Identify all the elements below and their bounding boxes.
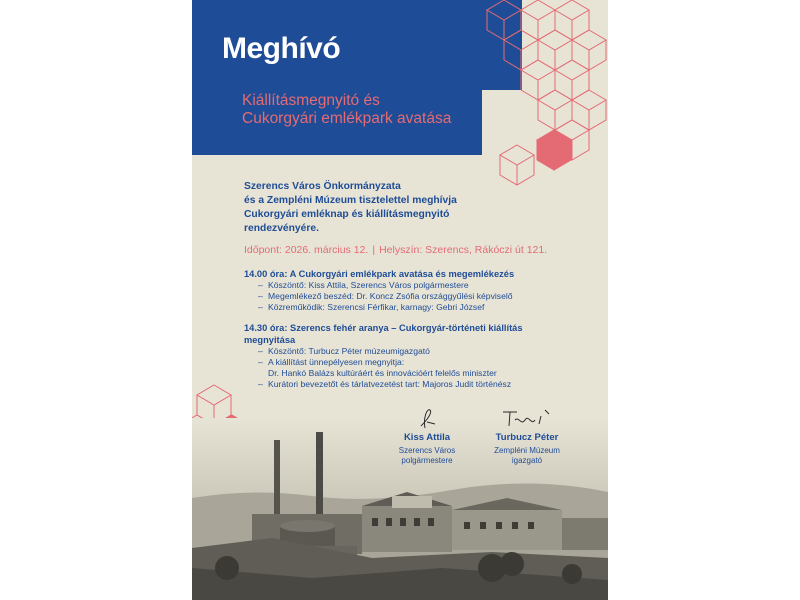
program-item: – Közreműködik: Szerencsi Férfikar, karnagy: Gebri József bbox=[258, 302, 599, 313]
program-item: Dr. Hankó Balázs kultúráért és innovációért felelős miniszter bbox=[268, 368, 497, 379]
program-item: – Megemlékező beszéd: Dr. Koncz Zsófia országgyűlési képviselő bbox=[258, 291, 599, 302]
invitation-title: Meghívó bbox=[222, 32, 341, 65]
event-place: Helyszín: Szerencs, Rákóczi út 121. bbox=[379, 244, 548, 256]
signer-role-line2: igazgató bbox=[511, 456, 543, 465]
info-separator: | bbox=[372, 244, 376, 256]
subtitle-line2: Cukorgyári emlékpark avatása bbox=[242, 110, 452, 127]
invitation-body bbox=[244, 180, 599, 390]
program-item: – A kiállítást ünnepélyesen megnyitja: bbox=[258, 357, 599, 368]
signer-name: Kiss Attila bbox=[403, 432, 451, 443]
program-heading-text: 14.30 óra: Szerencs fehér aranya – Cukorgyár-történeti kiállítás bbox=[244, 322, 523, 333]
program-heading-1 bbox=[244, 268, 599, 280]
program-list-2 bbox=[244, 346, 599, 391]
intro-line2: és a Zempléni Múzeum tisztelettel meghívja bbox=[244, 195, 457, 206]
signer-role-line1: Zempléni Múzeum bbox=[494, 446, 560, 455]
invitation-poster bbox=[192, 0, 608, 600]
signer-role-line2: polgármestere bbox=[401, 456, 453, 465]
pattern-block bbox=[522, 0, 608, 155]
cube-outline bbox=[487, 0, 521, 40]
program-heading-text: megnyitása bbox=[244, 334, 296, 345]
signature-block-2 bbox=[482, 404, 572, 466]
program-heading-2 bbox=[244, 322, 599, 346]
intro-line4: rendezvényére. bbox=[244, 223, 319, 234]
signature-block-1 bbox=[387, 404, 467, 466]
intro-line3: Cukorgyári emléknap és kiállításmegnyitó bbox=[244, 209, 450, 220]
event-date: Időpont: 2026. március 12. bbox=[244, 244, 369, 256]
program-item: – Köszöntő: Kiss Attila, Szerencs Város polgármestere bbox=[258, 280, 599, 291]
program-item: – Köszöntő: Turbucz Péter múzeumigazgató bbox=[258, 346, 599, 357]
event-info bbox=[244, 244, 599, 256]
subtitle-line1: Kiállításmegnyitó és bbox=[242, 92, 380, 109]
signer-name: Turbucz Péter bbox=[495, 432, 559, 443]
program-item: – Kurátori bevezetőt és tárlatvezetést tart: Majoros Judit történész bbox=[258, 379, 599, 390]
program-heading-text: 14.00 óra: A Cukorgyári emlékpark avatása és megemlékezés bbox=[244, 269, 515, 279]
signer-role-line1: Szerencs Város bbox=[398, 446, 456, 455]
handwritten-signature bbox=[407, 404, 447, 430]
intro-line1: Szerencs Város Önkormányzata bbox=[244, 181, 401, 192]
handwritten-signature bbox=[497, 404, 557, 430]
program-list-1 bbox=[244, 280, 599, 314]
